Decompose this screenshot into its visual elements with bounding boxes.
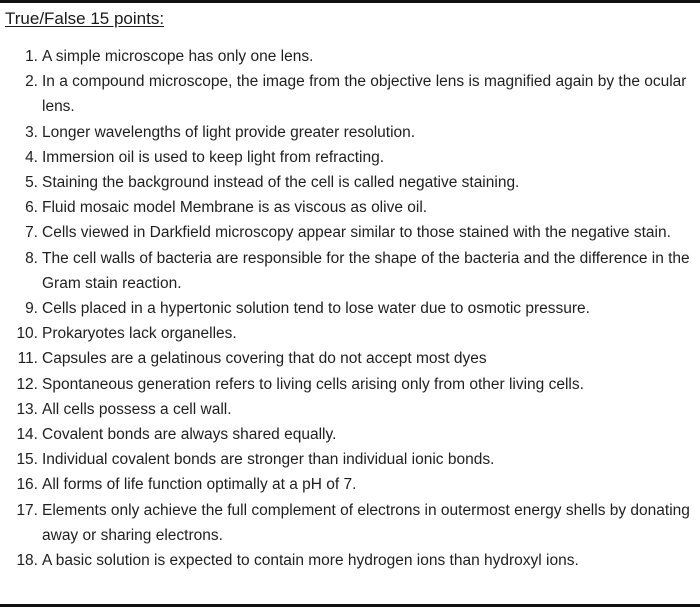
question-number: 6. xyxy=(25,199,38,217)
question-item xyxy=(0,220,700,245)
section-heading: True/False 15 points: xyxy=(5,9,165,28)
question-list xyxy=(0,44,700,573)
question-text: Prokaryotes lack organelles. xyxy=(42,325,237,343)
question-number: 8. xyxy=(25,249,38,267)
question-text: The cell walls of bacteria are responsible for the shape of the bacteria and the difference in the Gram stain reaction. xyxy=(42,249,690,292)
question-text: Individual covalent bonds are stronger than individual ionic bonds. xyxy=(42,451,495,469)
question-number: 15. xyxy=(16,451,38,469)
question-text: Cells placed in a hypertonic solution tend to lose water due to osmotic pressure. xyxy=(42,300,590,318)
question-text: In a compound microscope, the image from the objective lens is magnified again by the ocular lens. xyxy=(42,73,687,116)
question-number: 3. xyxy=(25,123,38,141)
question-number: 9. xyxy=(25,300,38,318)
question-item xyxy=(0,422,700,447)
question-number: 1. xyxy=(25,48,38,65)
question-number: 2. xyxy=(25,73,38,91)
question-number: 12. xyxy=(16,375,38,393)
question-item xyxy=(0,346,700,371)
question-number: 16. xyxy=(16,476,38,494)
question-item xyxy=(0,145,700,170)
question-item xyxy=(0,170,700,195)
question-number: 13. xyxy=(16,400,38,418)
question-item xyxy=(0,120,700,145)
question-number: 11. xyxy=(17,350,38,368)
question-item xyxy=(0,296,700,321)
question-item xyxy=(0,472,700,497)
question-text: All forms of life function optimally at a pH of 7. xyxy=(42,476,357,494)
question-number: 18. xyxy=(16,552,38,570)
question-item xyxy=(0,321,700,346)
question-text: Staining the background instead of the cell is called negative staining. xyxy=(42,174,520,192)
question-text: A basic solution is expected to contain more hydrogen ions than hydroxyl ions. xyxy=(42,552,579,570)
question-number: 14. xyxy=(16,426,38,444)
question-number: 7. xyxy=(25,224,38,242)
question-text: Longer wavelengths of light provide greater resolution. xyxy=(42,123,416,141)
question-number: 17. xyxy=(16,501,38,519)
question-item xyxy=(0,246,700,296)
question-number: 5. xyxy=(25,174,38,192)
question-text: Elements only achieve the full complement of electrons in outermost energy shells by donating away or sharing electrons. xyxy=(42,501,690,544)
question-item xyxy=(0,195,700,220)
question-item xyxy=(0,548,700,573)
question-item xyxy=(0,498,700,548)
question-item xyxy=(0,44,700,69)
question-text: Capsules are a gelatinous covering that do not accept most dyes xyxy=(42,350,487,368)
question-text: Cells viewed in Darkfield microscopy appear similar to those stained with the negative stain. xyxy=(42,224,671,242)
question-number: 10. xyxy=(16,325,38,343)
question-text: Fluid mosaic model Membrane is as viscous as olive oil. xyxy=(42,199,428,217)
question-text: All cells possess a cell wall. xyxy=(42,400,232,418)
question-item xyxy=(0,397,700,422)
question-text: A simple microscope has only one lens. xyxy=(42,48,314,65)
question-item xyxy=(0,372,700,397)
question-item xyxy=(0,447,700,472)
question-number: 4. xyxy=(25,148,38,166)
question-text: Covalent bonds are always shared equally. xyxy=(42,426,337,444)
question-item xyxy=(0,69,700,119)
question-text: Spontaneous generation refers to living cells arising only from other living cells. xyxy=(42,375,584,393)
question-text: Immersion oil is used to keep light from refracting. xyxy=(42,148,384,166)
